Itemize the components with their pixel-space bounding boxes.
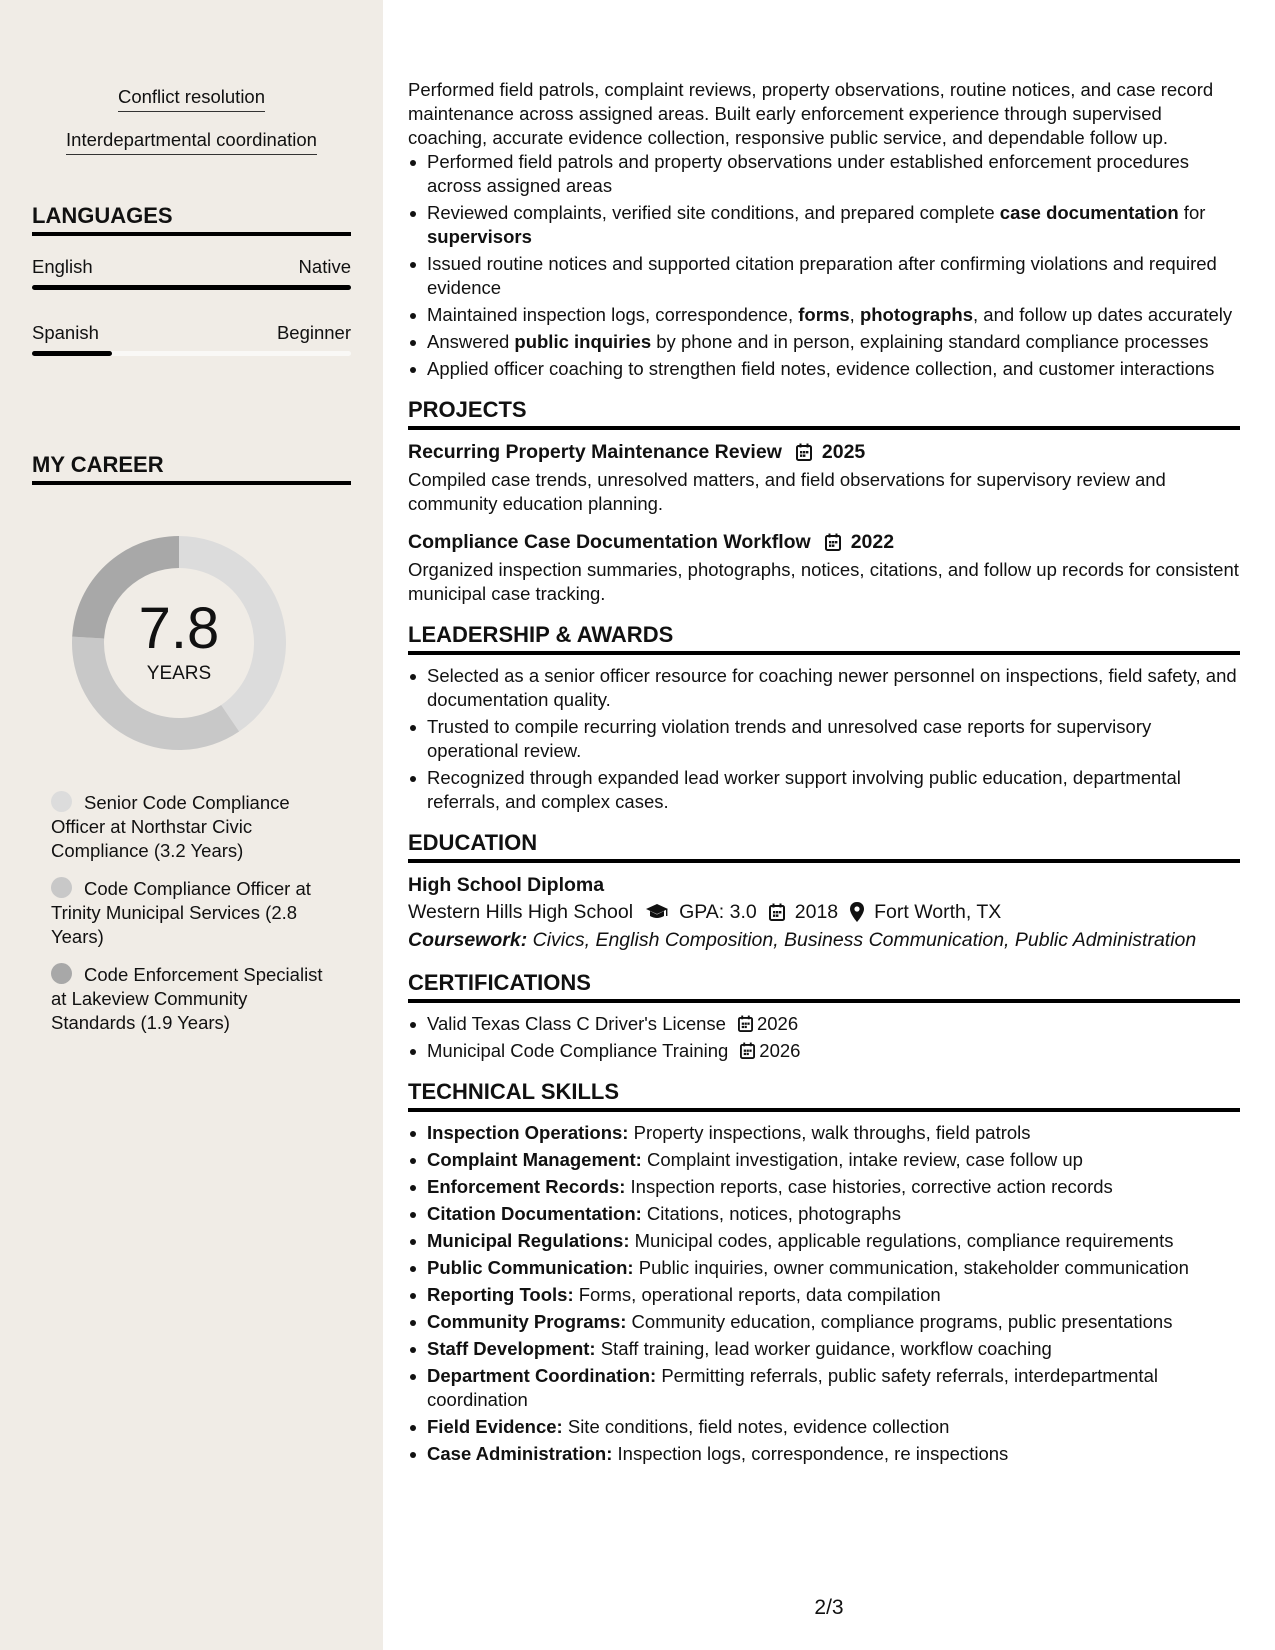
calendar-icon (796, 443, 812, 461)
legend-dot (51, 791, 72, 812)
skill-category: Citation Documentation: (427, 1203, 642, 1224)
experience-bullets (408, 150, 1240, 381)
project-description: Organized inspection summaries, photographs, notices, citations, and follow up records for consistent municipal case tracking. (408, 559, 1239, 604)
technical-skill-item (408, 1337, 1240, 1361)
skill-details: Forms, operational reports, data compilation (573, 1284, 941, 1305)
skill-category: Public Communication: (427, 1257, 634, 1278)
experience-summary: Performed field patrols, complaint reviews, property observations, routine notices, and case record maintenance across assigned areas. Built early enforcement experience through supervised coaching, accurate evidence collection, responsive public service, and dependable follow up. (408, 79, 1214, 148)
projects-heading: PROJECTS (408, 397, 1240, 430)
project-item (408, 529, 1240, 606)
legend-dot (51, 963, 72, 984)
calendar-icon (740, 1042, 755, 1059)
skill-category: Inspection Operations: (427, 1122, 629, 1143)
skill-category: Field Evidence: (427, 1416, 563, 1437)
legend-dot (51, 877, 72, 898)
coursework-label: Coursework: (408, 929, 528, 951)
technical-skill-item (408, 1256, 1240, 1280)
career-legend-item: Senior Code Compliance Officer at Northstar Civic Compliance (3.2 Years) (51, 792, 290, 861)
technical-skill-item (408, 1310, 1240, 1334)
leadership-item: Selected as a senior officer resource for coaching newer personnel on inspections, field safety, and documentation quality. (408, 664, 1240, 712)
technical-skill-item (408, 1283, 1240, 1307)
education-heading: EDUCATION (408, 830, 1240, 863)
skill-details: Municipal codes, applicable regulations, compliance requirements (629, 1230, 1174, 1251)
experience-bullet: Applied officer coaching to strengthen field notes, evidence collection, and customer interactions (408, 357, 1240, 381)
page-number: 2/3 (814, 1596, 844, 1619)
technical-skill-item (408, 1202, 1240, 1226)
calendar-icon (738, 1015, 753, 1032)
language-proficiency-fill (32, 285, 351, 290)
technical-skill-item (408, 1415, 1240, 1439)
skill-details: Community education, compliance programs, public presentations (626, 1311, 1173, 1332)
language-row (32, 256, 351, 278)
technical-skill-item (408, 1442, 1240, 1466)
project-title: Recurring Property Maintenance Review (408, 441, 782, 463)
education-year: 2018 (794, 901, 839, 923)
skill-details: Citations, notices, photographs (641, 1203, 901, 1224)
career-total-unit: YEARS (146, 663, 212, 684)
language-level: Native (298, 256, 351, 277)
language-proficiency-bar (32, 351, 351, 356)
certification-year: 2026 (756, 1013, 799, 1034)
skill-details: Property inspections, walk throughs, field patrols (628, 1122, 1031, 1143)
certification-item (408, 1039, 1240, 1063)
skill-category: Community Programs: (427, 1311, 627, 1332)
skill-details: Permitting referrals, public safety referrals, interdepartmental coordination (427, 1365, 1158, 1410)
language-proficiency-fill (32, 351, 112, 356)
skill-details: Complaint investigation, intake review, case follow up (641, 1149, 1083, 1170)
leadership-list (408, 664, 1240, 814)
skill-details: Site conditions, field notes, evidence collection (562, 1416, 950, 1437)
experience-bullet: Reviewed complaints, verified site conditions, and prepared complete case documentation for supervisors (408, 201, 1240, 249)
experience-bullet: Issued routine notices and supported citation preparation after confirming violations and required evidence (408, 252, 1240, 300)
soft-skill-item: Conflict resolution (0, 86, 383, 112)
education-location: Fort Worth, TX (874, 901, 1002, 923)
career-heading: MY CAREER (32, 452, 351, 485)
language-row (32, 322, 351, 344)
certification-item (408, 1012, 1240, 1036)
technical-skill-item (408, 1229, 1240, 1253)
language-name: Spanish (32, 322, 99, 343)
certification-year: 2026 (759, 1040, 801, 1061)
skill-details: Inspection logs, correspondence, re inspections (612, 1443, 1009, 1464)
technical-skills-heading: TECHNICAL SKILLS (408, 1079, 1240, 1112)
certifications-heading: CERTIFICATIONS (408, 970, 1240, 1003)
skill-category: Staff Development: (427, 1338, 596, 1359)
location-pin-icon (850, 902, 864, 922)
experience-bullet: Performed field patrols and property observations under established enforcement procedures across assigned areas (408, 150, 1240, 198)
calendar-icon (769, 903, 785, 921)
leadership-item: Recognized through expanded lead worker support involving public education, departmental referrals, and complex cases. (408, 766, 1240, 814)
education-coursework (408, 926, 1240, 954)
language-name: English (32, 256, 93, 277)
skill-category: Enforcement Records: (427, 1176, 626, 1197)
technical-skill-item (408, 1148, 1240, 1172)
project-description: Compiled case trends, unresolved matters, and field observations for supervisory review and community education planning. (408, 469, 1166, 514)
career-legend-item: Code Enforcement Specialist at Lakeview Community Standards (1.9 Years) (51, 964, 323, 1033)
experience-bullet: Maintained inspection logs, correspondence, forms, photographs, and follow up dates accurately (408, 303, 1240, 327)
language-proficiency-bar (32, 285, 351, 290)
skill-category: Complaint Management: (427, 1149, 642, 1170)
languages-heading: LANGUAGES (32, 203, 351, 236)
skill-details: Inspection reports, case histories, corrective action records (625, 1176, 1113, 1197)
education-school: Western Hills High School (408, 901, 634, 923)
education-gpa: GPA: 3.0 (679, 901, 757, 923)
project-year: 2025 (821, 441, 866, 463)
career-total-years: 7.8 (138, 596, 220, 661)
skill-details: Staff training, lead worker guidance, workflow coaching (595, 1338, 1052, 1359)
technical-skill-item (408, 1364, 1240, 1412)
technical-skill-item (408, 1175, 1240, 1199)
skill-category: Department Coordination: (427, 1365, 657, 1386)
sidebar (0, 0, 383, 1650)
project-title: Compliance Case Documentation Workflow (408, 531, 811, 553)
skill-details: Public inquiries, owner communication, stakeholder communication (633, 1257, 1189, 1278)
certification-name: Municipal Code Compliance Training (427, 1040, 729, 1061)
skill-category: Case Administration: (427, 1443, 613, 1464)
project-year: 2022 (850, 531, 895, 553)
leadership-heading: LEADERSHIP & AWARDS (408, 622, 1240, 655)
coursework-list: Civics, English Composition, Business Communication, Public Administration (527, 929, 1197, 951)
calendar-icon (825, 533, 841, 551)
language-level: Beginner (276, 322, 351, 343)
main-content (408, 78, 1240, 1469)
certification-name: Valid Texas Class C Driver's License (427, 1013, 726, 1034)
education-degree: High School Diploma (408, 874, 605, 896)
soft-skill-item: Interdepartmental coordination (0, 129, 383, 155)
education-details (408, 898, 1240, 926)
graduation-cap-icon (645, 903, 669, 921)
skill-category: Municipal Regulations: (427, 1230, 630, 1251)
skill-category: Reporting Tools: (427, 1284, 574, 1305)
career-legend-item: Code Compliance Officer at Trinity Municipal Services (2.8 Years) (51, 878, 311, 947)
leadership-item: Trusted to compile recurring violation trends and unresolved case reports for supervisory operational review. (408, 715, 1240, 763)
experience-bullet: Answered public inquiries by phone and in person, explaining standard compliance processes (408, 330, 1240, 354)
technical-skill-item (408, 1121, 1240, 1145)
technical-skills-list (408, 1121, 1240, 1466)
project-item (408, 439, 1240, 516)
certifications-list (408, 1012, 1240, 1063)
